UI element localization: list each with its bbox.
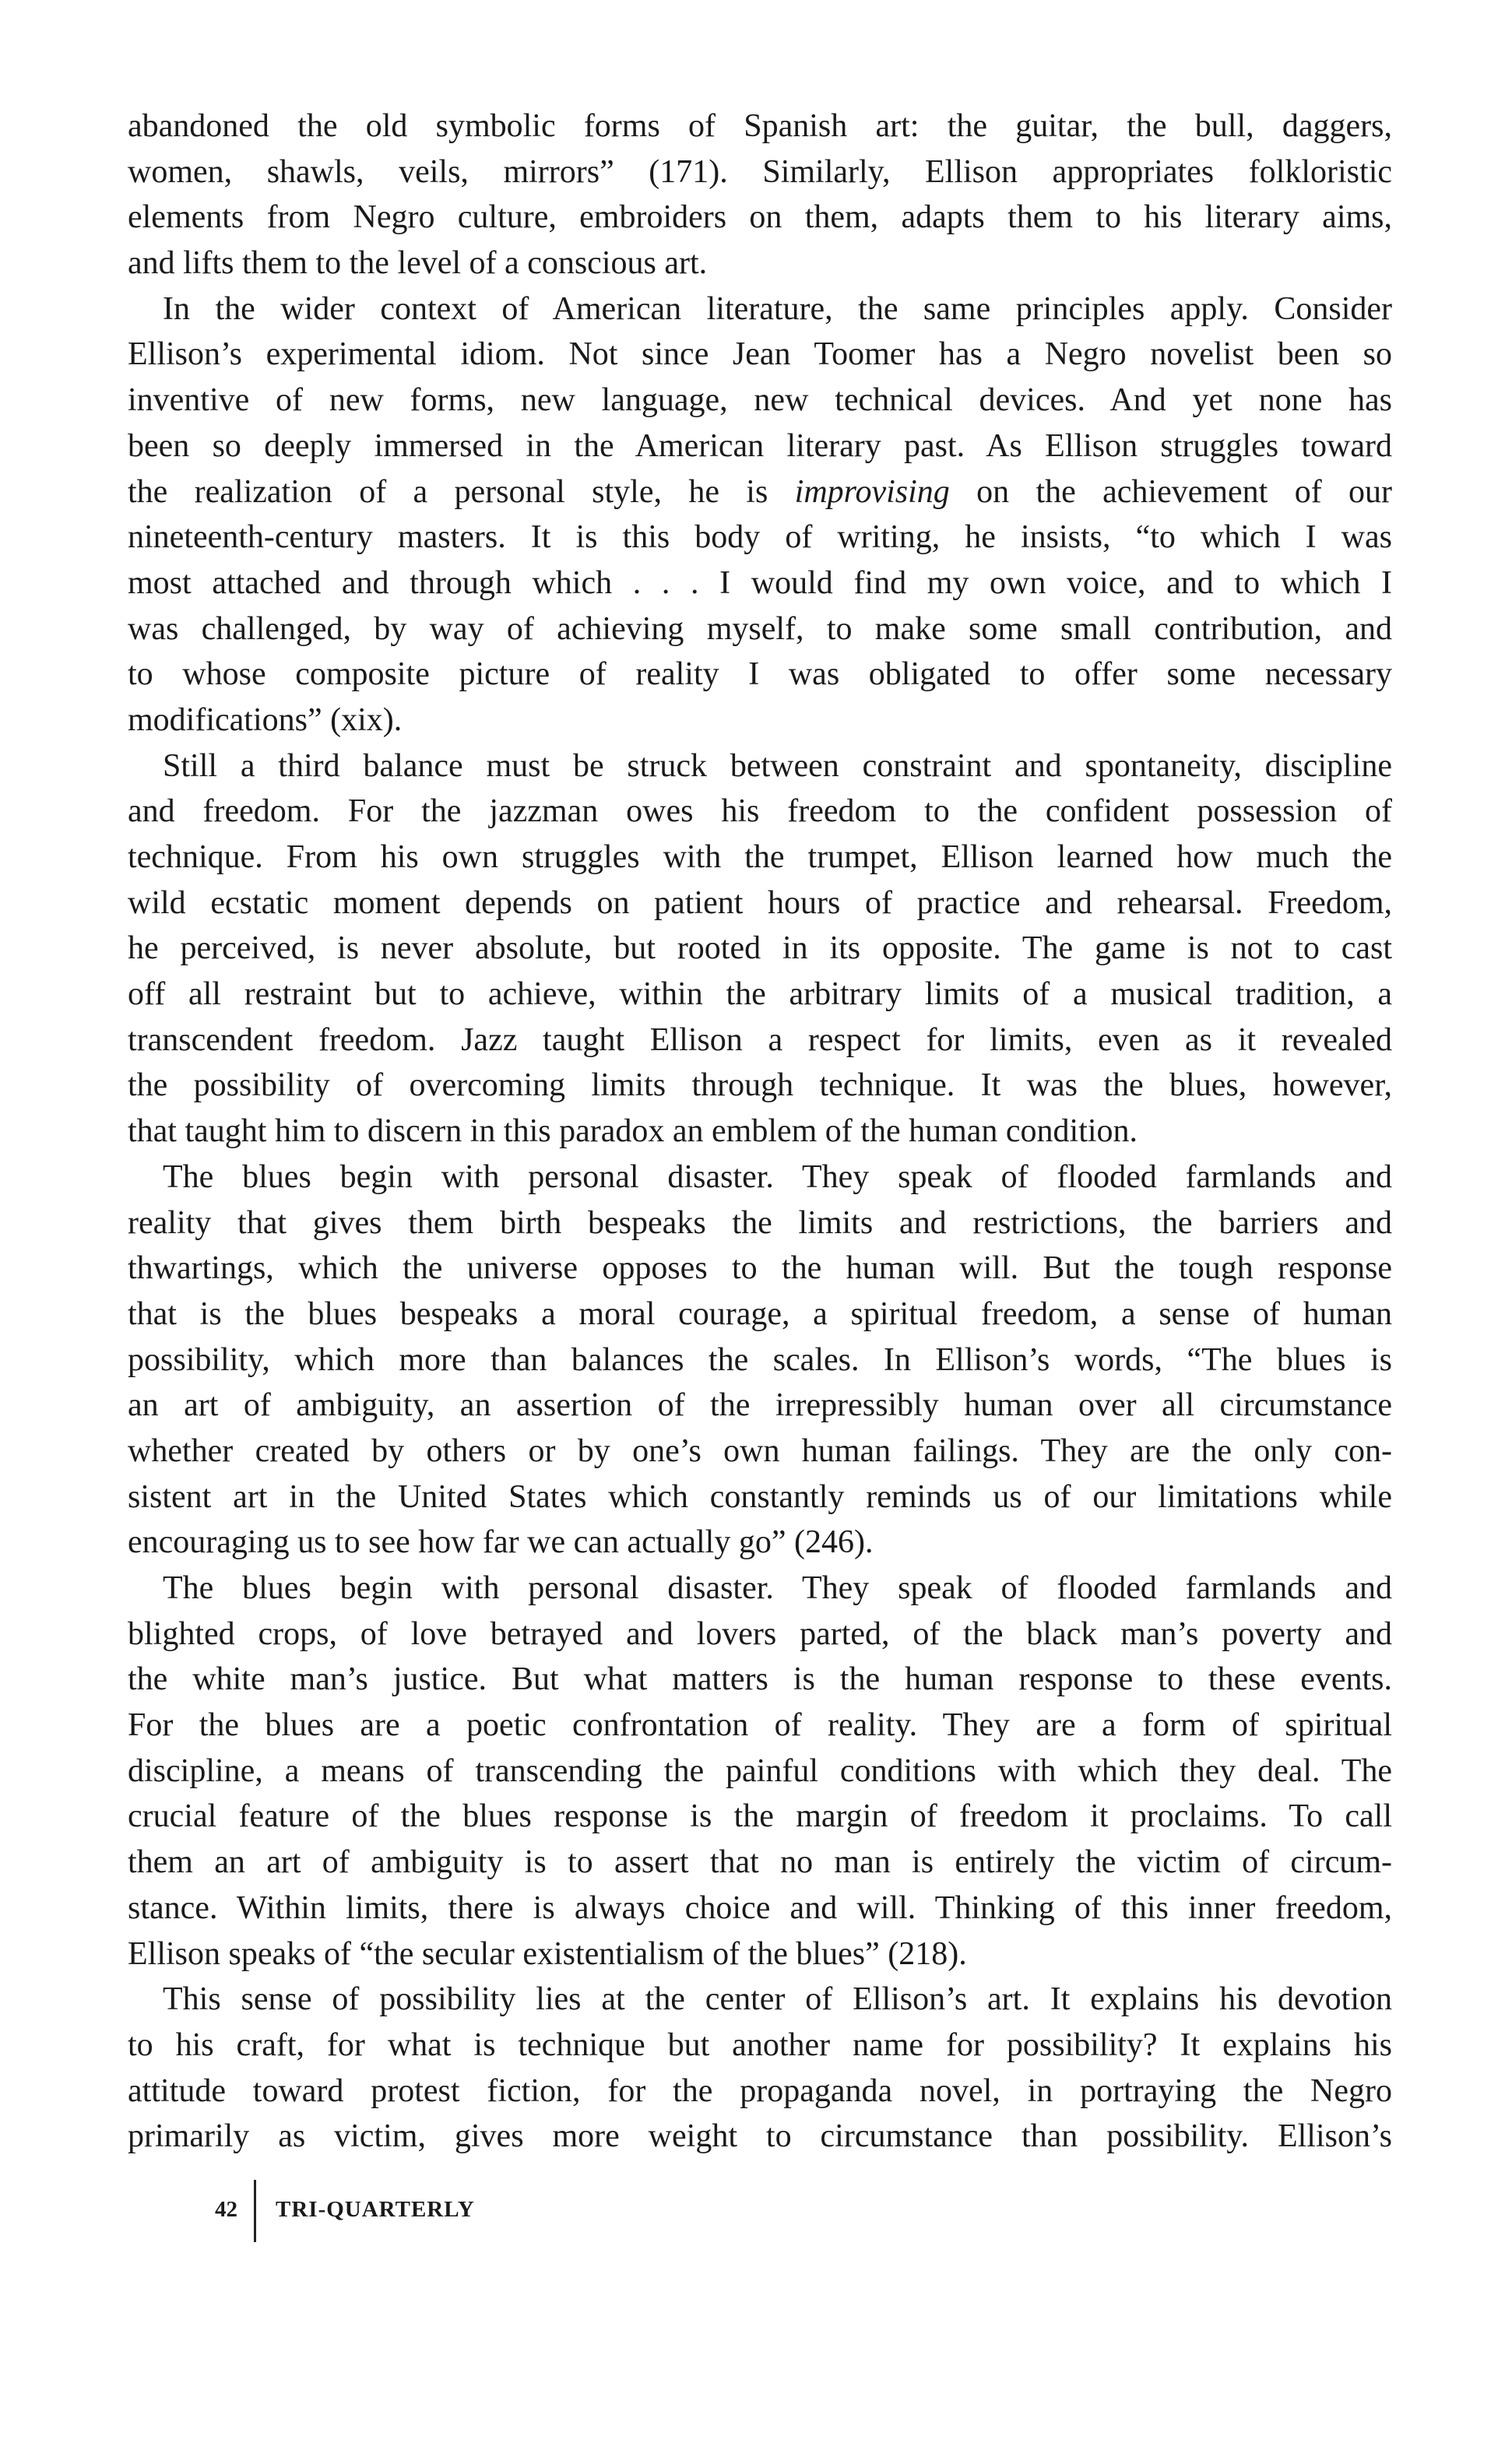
text-line: and lifts them to the level of a conscious art. bbox=[128, 245, 708, 282]
text-segment: the realization of a personal style, he is bbox=[128, 473, 795, 510]
journal-name: TRI-QUARTERLY bbox=[276, 2197, 475, 2222]
text-line: Ellison’s experimental idiom. Not since Jean Toomer has a Negro novelist been so bbox=[128, 336, 1392, 373]
text-line: attitude toward protest fiction, for the propaganda novel, in portraying the Negro bbox=[128, 2072, 1392, 2109]
text-line bbox=[128, 469, 1392, 515]
text-line: been so deeply immersed in the American literary past. As Ellison struggles toward bbox=[128, 427, 1392, 464]
text-line: possibility, which more than balances the scales. In Ellison’s words, “The blues is bbox=[128, 1341, 1392, 1378]
body-text bbox=[128, 104, 1392, 2160]
text-line: transcendent freedom. Jazz taught Ellison a respect for limits, even as it revealed bbox=[128, 1021, 1392, 1058]
text-line: most attached and through which . . . I would find my own voice, and to which I bbox=[128, 564, 1392, 601]
text-line: reality that gives them birth bespeaks the limits and restrictions, the barriers and bbox=[128, 1204, 1392, 1241]
text-line: modifications” (xix). bbox=[128, 701, 403, 738]
text-line: nineteenth-century masters. It is this body of writing, he insists, “to which I was bbox=[128, 519, 1392, 556]
text-line: blighted crops, of love betrayed and lovers parted, of the black man’s poverty and bbox=[128, 1615, 1392, 1652]
text-line: to his craft, for what is technique but another name for possibility? It explains his bbox=[128, 2026, 1392, 2063]
text-line: discipline, a means of transcending the painful conditions with which they deal. The bbox=[128, 1752, 1392, 1789]
text-line: thwartings, which the universe opposes to the human will. But the tough response bbox=[128, 1250, 1392, 1287]
text-line: The blues begin with personal disaster. They speak of flooded farmlands and bbox=[163, 1570, 1392, 1606]
italic-word: improvising bbox=[794, 473, 950, 510]
text-line: In the wider context of American literature, the same principles apply. Consider bbox=[163, 290, 1392, 327]
text-line: stance. Within limits, there is always choice and will. Thinking of this inner freedom, bbox=[128, 1889, 1392, 1926]
text-line: them an art of ambiguity is to assert that no man is entirely the victim of circum- bbox=[128, 1844, 1392, 1881]
text-segment: on the achievement of our bbox=[949, 473, 1393, 510]
text-line: technique. From his own struggles with the trumpet, Ellison learned how much the bbox=[128, 839, 1392, 875]
text-line: sistent art in the United States which constantly reminds us of our limitations while bbox=[128, 1478, 1392, 1515]
text-line: whether created by others or by one’s own human failings. They are the only con- bbox=[128, 1432, 1392, 1469]
text-line: crucial feature of the blues response is the margin of freedom it proclaims. To call bbox=[128, 1798, 1392, 1835]
text-line: This sense of possibility lies at the center of Ellison’s art. It explains his devotion bbox=[163, 1981, 1392, 2018]
text-line: to whose composite picture of reality I was obligated to offer some necessary bbox=[128, 656, 1392, 693]
text-line: elements from Negro culture, embroiders on them, adapts them to his literary aims, bbox=[128, 199, 1392, 236]
text-line: he perceived, is never absolute, but rooted in its opposite. The game is not to cast bbox=[128, 930, 1392, 967]
text-line: that taught him to discern in this paradox an emblem of the human condition. bbox=[128, 1113, 1138, 1150]
text-line: primarily as victim, gives more weight to circumstance than possibility. Ellison’s bbox=[128, 2118, 1392, 2155]
text-line: the possibility of overcoming limits through technique. It was the blues, however, bbox=[128, 1067, 1392, 1104]
text-line: encouraging us to see how far we can actually go” (246). bbox=[128, 1524, 874, 1561]
text-line: off all restraint but to achieve, within the arbitrary limits of a musical tradition, a bbox=[128, 976, 1392, 1013]
page-number: 42 bbox=[215, 2197, 237, 2222]
text-line: inventive of new forms, new language, new technical devices. And yet none has bbox=[128, 382, 1392, 419]
text-line: Still a third balance must be struck between constraint and spontaneity, discipline bbox=[163, 747, 1392, 784]
text-line: For the blues are a poetic confrontation of reality. They are a form of spiritual bbox=[128, 1707, 1392, 1744]
text-line: abandoned the old symbolic forms of Spanish art: the guitar, the bull, daggers, bbox=[128, 108, 1392, 144]
text-line: an art of ambiguity, an assertion of the irrepressibly human over all circumstance bbox=[128, 1387, 1392, 1424]
text-line: was challenged, by way of achieving myself, to make some small contribution, and bbox=[128, 610, 1392, 647]
text-line: that is the blues bespeaks a moral courage, a spiritual freedom, a sense of human bbox=[128, 1295, 1392, 1332]
text-line: women, shawls, veils, mirrors” (171). Similarly, Ellison appropriates folkloristic bbox=[128, 153, 1392, 190]
text-line: Ellison speaks of “the secular existentialism of the blues” (218). bbox=[128, 1935, 967, 1972]
text-line: The blues begin with personal disaster. They speak of flooded farmlands and bbox=[163, 1158, 1392, 1195]
text-line: wild ecstatic moment depends on patient hours of practice and rehearsal. Freedom, bbox=[128, 884, 1392, 921]
text-line: the white man’s justice. But what matters is the human response to these events. bbox=[128, 1661, 1392, 1698]
footer-divider bbox=[254, 2180, 256, 2242]
text-line: and freedom. For the jazzman owes his freedom to the confident possession of bbox=[128, 793, 1392, 830]
page-footer bbox=[0, 2180, 1512, 2244]
